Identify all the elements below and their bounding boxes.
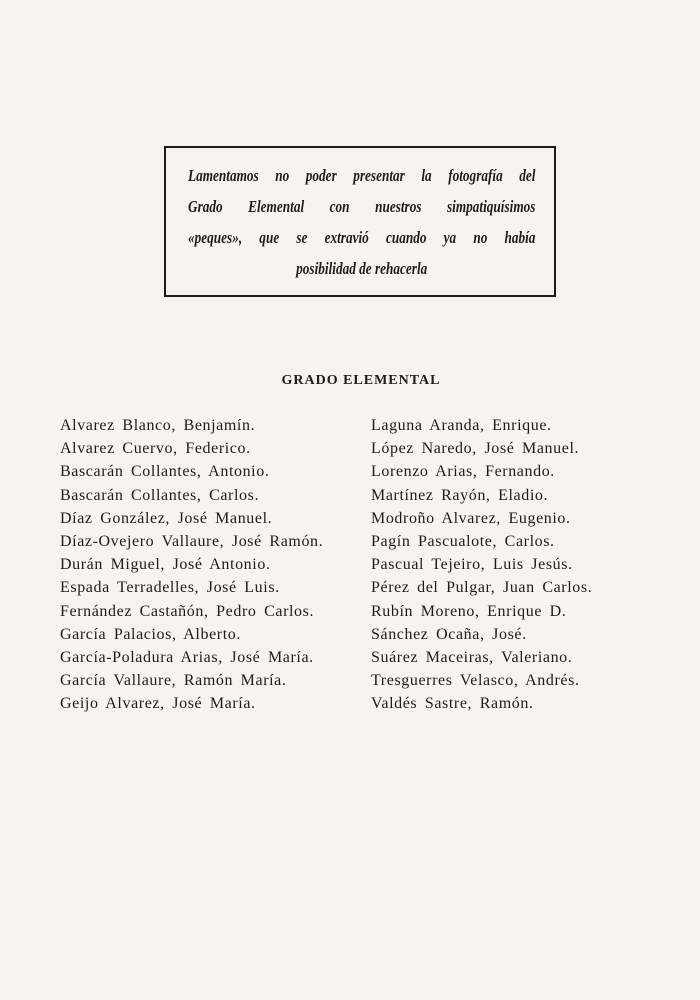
notice-line: Grado Elemental con nuestros simpatiquísimos [188, 196, 536, 216]
student-name: García Vallaure, Ramón María. [60, 672, 287, 690]
notice-line: Lamentamos no poder presentar la fotografía del [188, 165, 536, 185]
student-name: Espada Terradelles, José Luis. [60, 579, 280, 597]
student-name: Rubín Moreno, Enrique D. [371, 602, 567, 620]
notice-line: «peques», que se extravió cuando ya no había [188, 227, 536, 247]
student-name: Lorenzo Arias, Fernando. [371, 463, 555, 481]
student-name: Valdés Sastre, Ramón. [371, 695, 534, 713]
student-name: Fernández Castañón, Pedro Carlos. [60, 602, 315, 620]
student-name: Pascual Tejeiro, Luis Jesús. [371, 556, 573, 574]
student-name: García Palacios, Alberto. [60, 625, 241, 643]
notice-box [164, 146, 556, 297]
student-name: Suárez Maceiras, Valeriano. [371, 649, 573, 667]
student-name: Bascarán Collantes, Carlos. [60, 486, 260, 504]
student-name: Pagín Pascualote, Carlos. [371, 533, 555, 551]
student-list-right [371, 414, 592, 716]
notice-line: posibilidad de rehacerla [296, 258, 428, 278]
student-name: Bascarán Collantes, Antonio. [60, 463, 270, 481]
student-name: Durán Miguel, José Antonio. [60, 556, 271, 574]
student-name: García-Poladura Arias, José María. [60, 649, 314, 667]
student-name: Díaz González, José Manuel. [60, 509, 273, 527]
student-name: Alvarez Blanco, Benjamín. [60, 417, 256, 434]
student-name: Modroño Alvarez, Eugenio. [371, 509, 571, 527]
student-list-left [60, 414, 323, 716]
section-title: GRADO ELEMENTAL [281, 373, 441, 388]
student-name: Pérez del Pulgar, Juan Carlos. [371, 579, 593, 597]
student-name: Díaz-Ovejero Vallaure, José Ramón. [60, 533, 324, 551]
student-name: Geijo Alvarez, José María. [60, 695, 256, 713]
student-name: Martínez Rayón, Eladio. [371, 486, 549, 504]
student-name: Alvarez Cuervo, Federico. [60, 440, 251, 458]
student-name: Sánchez Ocaña, José. [371, 625, 527, 643]
student-name: Laguna Aranda, Enrique. [371, 417, 552, 434]
student-name: Tresguerres Velasco, Andrés. [371, 672, 580, 690]
student-name: López Naredo, José Manuel. [371, 440, 580, 458]
